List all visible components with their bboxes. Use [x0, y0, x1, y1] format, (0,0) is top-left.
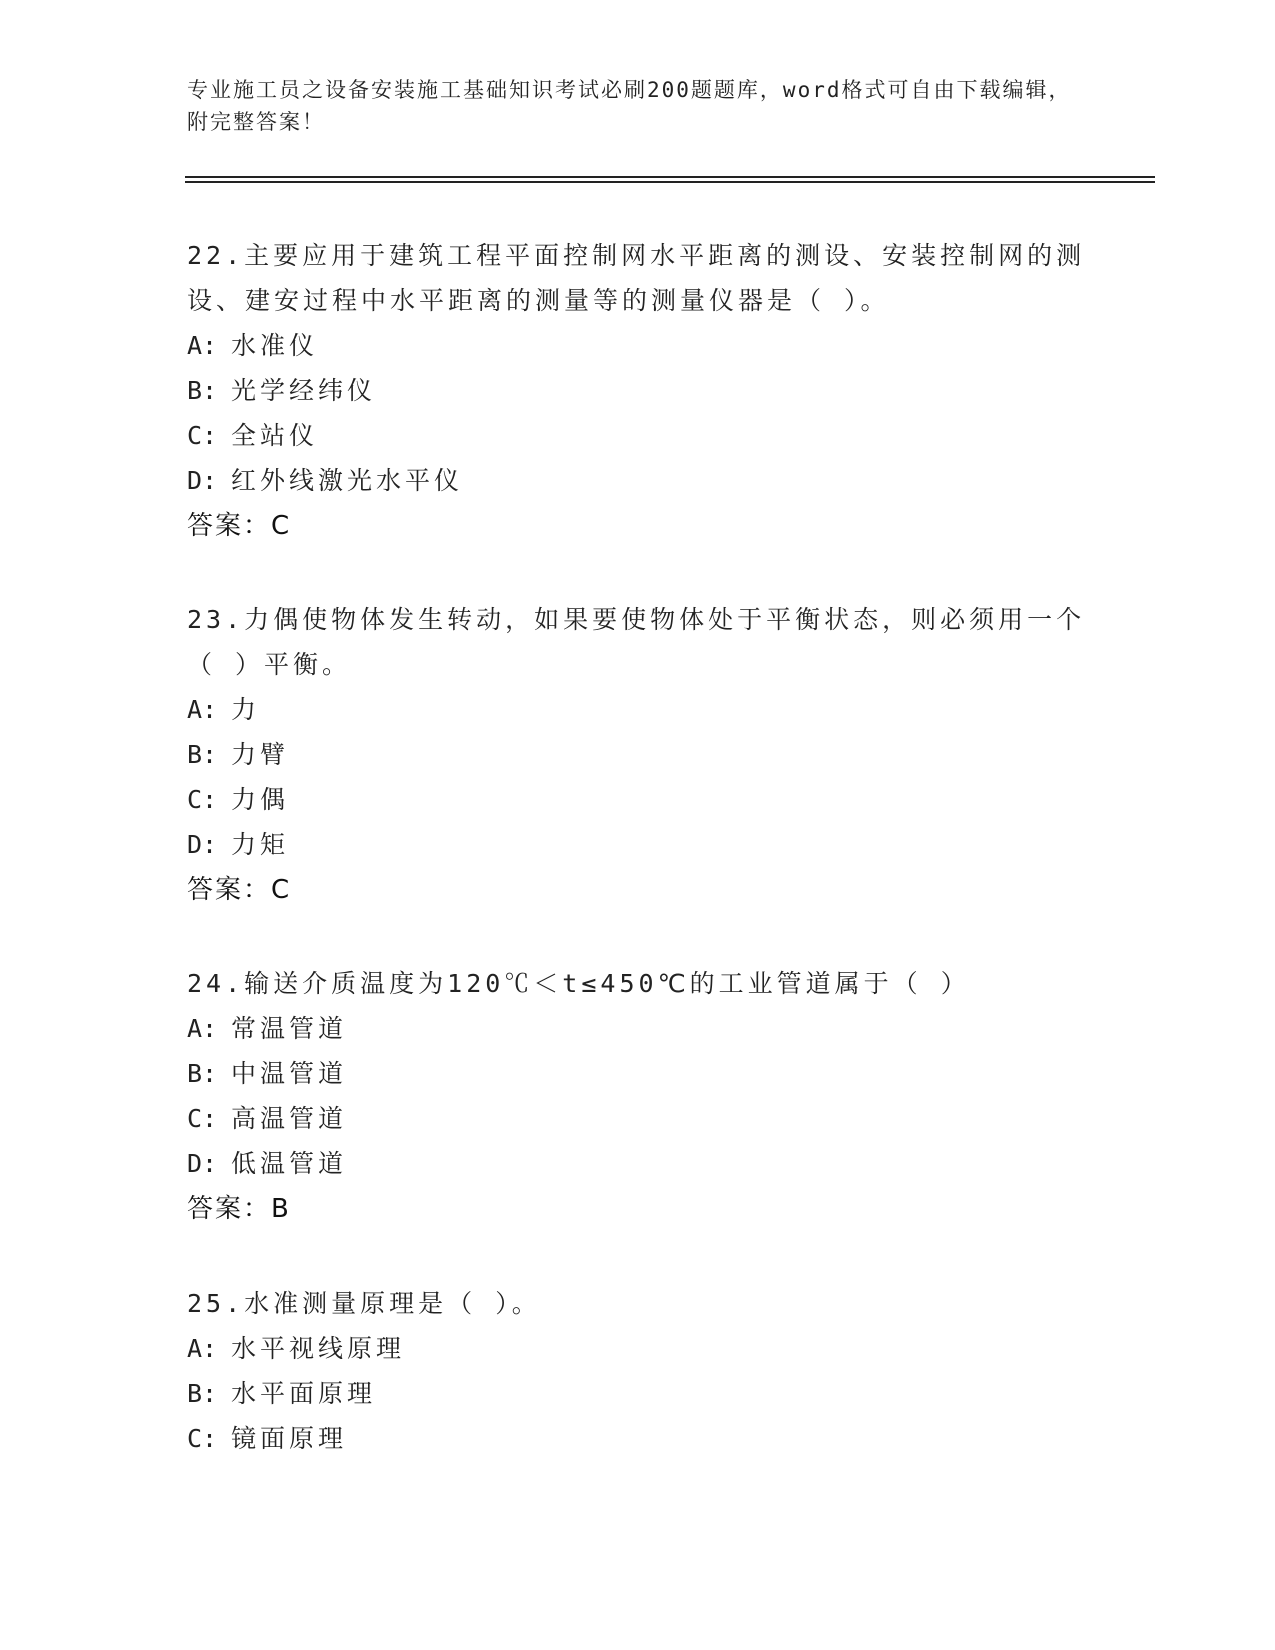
option-letter: B:	[187, 1379, 218, 1408]
option-text: 常温管道	[231, 1014, 348, 1043]
question-25	[187, 1281, 1087, 1461]
option-letter: D:	[187, 1149, 218, 1178]
question-22	[187, 233, 1087, 549]
question-24	[187, 961, 1087, 1232]
question-text: 22.主要应用于建筑工程平面控制网水平距离的测设、安装控制网的测设、建安过程中水平距离的测量等的测量仪器是（ ）。	[187, 241, 1086, 315]
option-letter: D:	[187, 466, 218, 495]
option-letter: C:	[187, 1104, 218, 1133]
option-c	[187, 413, 1087, 458]
option-text: 全站仪	[231, 421, 319, 450]
option-letter: C:	[187, 421, 218, 450]
option-a	[187, 1006, 1087, 1051]
option-text: 光学经纬仪	[231, 376, 377, 405]
question-text: 23.力偶使物体发生转动，如果要使物体处于平衡状态，则必须用一个（ ）平衡。	[187, 605, 1086, 679]
option-text: 力矩	[231, 830, 290, 859]
question-text: 24.输送介质温度为120℃＜t≤450℃的工业管道属于（ ）	[187, 969, 970, 998]
option-text: 红外线激光水平仪	[231, 466, 464, 495]
answer-label: 答案：C	[187, 875, 292, 905]
option-a	[187, 1326, 1087, 1371]
option-text: 镜面原理	[231, 1424, 348, 1453]
option-c	[187, 1096, 1087, 1141]
option-b	[187, 1051, 1087, 1096]
option-text: 力臂	[231, 740, 290, 769]
option-text: 高温管道	[231, 1104, 348, 1133]
option-a	[187, 323, 1087, 368]
option-letter: D:	[187, 830, 218, 859]
option-letter: B:	[187, 376, 218, 405]
document-header: 专业施工员之设备安装施工基础知识考试必刷200题题库，word格式可自由下载编辑，附完整答案！	[187, 78, 1072, 134]
option-letter: A:	[187, 695, 218, 724]
option-letter: B:	[187, 740, 218, 769]
option-letter: A:	[187, 331, 218, 360]
answer-label: 答案：B	[187, 1194, 291, 1224]
option-b	[187, 1371, 1087, 1416]
option-text: 力偶	[231, 785, 290, 814]
option-letter: C:	[187, 1424, 218, 1453]
question-text: 25.水准测量原理是（ ）。	[187, 1289, 541, 1318]
answer-label: 答案：C	[187, 511, 292, 541]
option-text: 力	[231, 695, 261, 724]
option-text: 水平面原理	[231, 1379, 377, 1408]
option-text: 水准仪	[231, 331, 319, 360]
option-a	[187, 687, 1087, 732]
header-divider-top	[185, 176, 1155, 178]
option-d	[187, 458, 1087, 503]
header-divider-bottom	[185, 181, 1155, 183]
option-letter: C:	[187, 785, 218, 814]
option-letter: A:	[187, 1014, 218, 1043]
option-b	[187, 368, 1087, 413]
option-text: 中温管道	[231, 1059, 348, 1088]
option-c	[187, 777, 1087, 822]
option-b	[187, 732, 1087, 777]
option-d	[187, 822, 1087, 867]
option-text: 低温管道	[231, 1149, 348, 1178]
question-23	[187, 597, 1087, 913]
option-c	[187, 1416, 1087, 1461]
option-d	[187, 1141, 1087, 1186]
option-text: 水平视线原理	[231, 1334, 406, 1363]
option-letter: B:	[187, 1059, 218, 1088]
option-letter: A:	[187, 1334, 218, 1363]
